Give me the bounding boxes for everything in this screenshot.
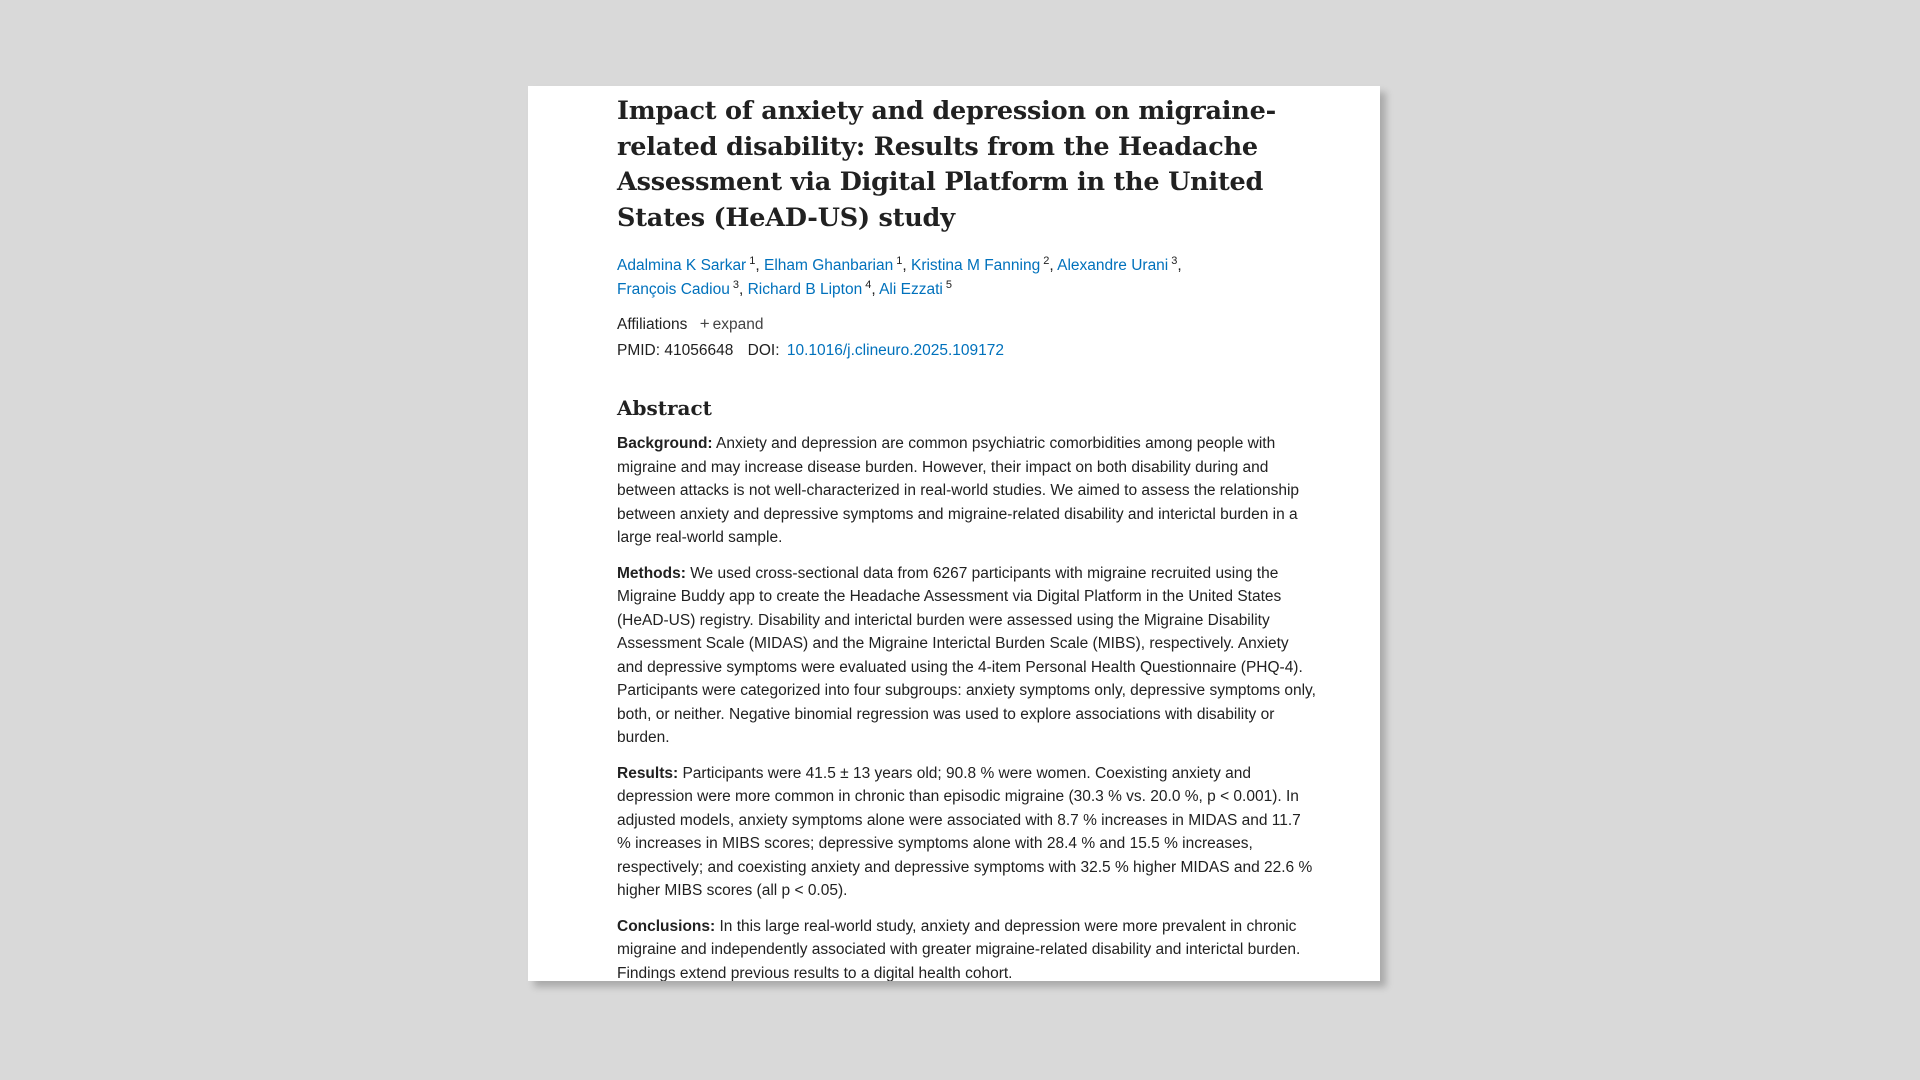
methods-label: Methods: xyxy=(617,564,686,582)
article-content xyxy=(617,94,1317,981)
author-list: Adalmina K Sarkar $^1$, Elham Ghanbarian $^1$, Kristina M Fanning $^2$, Alexandre Urani $^3$, François Cadiou $^3$, Richard B Lipton $^4$, Ali Ezzati $^5$ xyxy=(617,255,1182,298)
expand-label: expand xyxy=(712,316,764,333)
author-affiliation-number: 4 xyxy=(865,278,872,291)
abstract-results xyxy=(617,762,1317,903)
author-affiliation-number: 5 xyxy=(945,278,952,291)
author-affiliation-number: 1 xyxy=(749,255,756,267)
author-link[interactable]: Richard B Lipton xyxy=(747,280,863,298)
plus-icon: + xyxy=(699,314,710,333)
author-link[interactable]: François Cadiou xyxy=(617,280,730,298)
affiliations-row xyxy=(617,311,1317,338)
article-title: Impact of anxiety and depression on migraine-related disability: Results from the Headache Assessment via Digital Platform in the United States (HeAD-US) study xyxy=(617,96,1277,233)
author-affiliation-number: 3 xyxy=(732,278,739,291)
background-text: Anxiety and depression are common psychiatric comorbidities among people with migraine and may increase disease burden. However, their impact on both disability during and between attacks is not well-characterized in real-world studies. We aimed to assess the relationship between anxiety and depressive symptoms and migraine-related disability and interictal burden in a large real-world sample. xyxy=(617,435,1300,546)
pmid-value: 41056648 xyxy=(664,342,734,359)
background-label: Background: xyxy=(617,435,713,452)
identifiers-row xyxy=(617,338,1317,364)
abstract-background xyxy=(617,432,1317,550)
author-affiliation-number: 2 xyxy=(1043,255,1050,267)
conclusions-label: Conclusions: xyxy=(617,917,716,935)
conclusions-text: In this large real-world study, anxiety and depression were more prevalent in chronic migraine and independently associated with greater migraine-related disability and interictal burden. Findings extend previous results to a digital health cohort. xyxy=(617,917,1301,981)
affiliations-expand-button[interactable] xyxy=(700,316,764,333)
doi-label: DOI: xyxy=(747,342,780,359)
doi-link[interactable]: 10.1016/j.clineuro.2025.109172 xyxy=(786,342,1005,359)
abstract-conclusions xyxy=(617,915,1317,982)
author-link[interactable]: Kristina M Fanning xyxy=(910,257,1041,274)
pmid-label: PMID: xyxy=(617,342,661,359)
author-link[interactable]: Ali Ezzati xyxy=(879,280,943,298)
author-affiliation-number: 1 xyxy=(896,255,903,267)
affiliations-label: Affiliations xyxy=(617,316,688,333)
results-label: Results: xyxy=(617,764,679,782)
abstract-heading: Abstract xyxy=(617,396,712,420)
results-text: Participants were 41.5 ± 13 years old; 90.8 % were women. Coexisting anxiety and depression were more common in chronic than episodic migraine (30.3 % vs. 20.0 %, p < 0.001). In adjusted models, anxiety symptoms alone were associated with 8.7 % increases in MIDAS and 11.7 % increases in MIBS scores; depressive symptoms alone with 28.4 % and 15.5 % increases, respectively; and coexisting anxiety and depressive symptoms with 32.5 % higher MIDAS and 22.6 % higher MIBS scores (all p < 0.05). xyxy=(617,764,1313,899)
author-link[interactable]: Adalmina K Sarkar xyxy=(617,257,747,274)
author-affiliation-number: 3 xyxy=(1171,255,1178,267)
article-page xyxy=(528,86,1380,981)
methods-text: We used cross-sectional data from 6267 participants with migraine recruited using the Migraine Buddy app to create the Headache Assessment via Digital Platform in the United States (HeAD-US) registry. Disability and interictal burden were assessed using the Migraine Disability Assessment Scale (MIDAS) and the Migraine Interictal Burden Scale (MIBS), respectively. Anxiety and depressive symptoms were evaluated using the 4-item Personal Health Questionnaire (PHQ-4). Participants were categorized into four subgroups: anxiety symptoms only, depressive symptoms only, both, or neither. Negative binomial regression was used to explore associations with disability or burden. xyxy=(617,564,1316,746)
abstract-methods xyxy=(617,562,1317,750)
author-link[interactable]: Alexandre Urani xyxy=(1057,257,1169,274)
author-link[interactable]: Elham Ghanbarian xyxy=(763,257,894,274)
